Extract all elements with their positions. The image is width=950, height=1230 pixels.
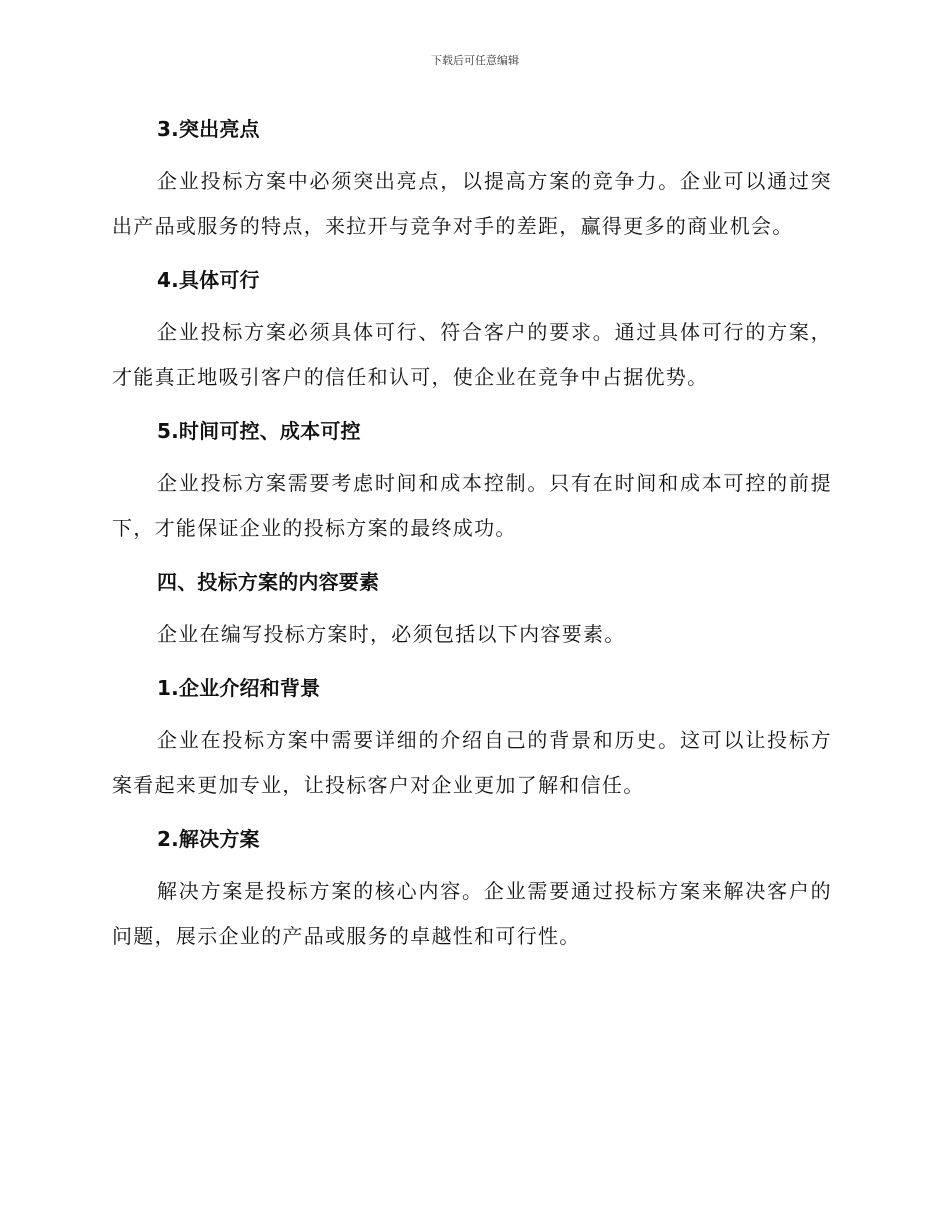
section-heading: 四、投标方案的内容要素 bbox=[157, 570, 380, 594]
page-header: 下载后可任意编辑 bbox=[431, 54, 519, 67]
section-paragraph: 企业投标方案需要考虑时间和成本控制。只有在时间和成本可控的前提下，才能保证企业的投标方案的最终成功。 bbox=[112, 471, 832, 540]
section-heading: 1.企业介绍和背景 bbox=[157, 676, 321, 700]
section-heading: 5.时间可控、成本可控 bbox=[157, 419, 361, 443]
section-heading: 2.解决方案 bbox=[157, 827, 260, 851]
section-paragraph: 企业投标方案必须具体可行、符合客户的要求。通过具体可行的方案，才能真正地吸引客户的信任和认可，使企业在竞争中占据优势。 bbox=[112, 320, 832, 389]
section-paragraph: 企业在投标方案中需要详细的介绍自己的背景和历史。这可以让投标方案看起来更加专业，让投标客户对企业更加了解和信任。 bbox=[112, 728, 832, 797]
section-paragraph: 解决方案是投标方案的核心内容。企业需要通过投标方案来解决客户的问题，展示企业的产品或服务的卓越性和可行性。 bbox=[112, 879, 832, 948]
section-paragraph: 企业在编写投标方案时，必须包括以下内容要素。 bbox=[157, 622, 626, 646]
section-paragraph: 企业投标方案中必须突出亮点，以提高方案的竞争力。企业可以通过突出产品或服务的特点，来拉开与竞争对手的差距，赢得更多的商业机会。 bbox=[112, 169, 832, 238]
document-body bbox=[112, 110, 832, 959]
section-heading: 3.突出亮点 bbox=[157, 117, 260, 141]
section-heading: 4.具体可行 bbox=[157, 268, 260, 292]
